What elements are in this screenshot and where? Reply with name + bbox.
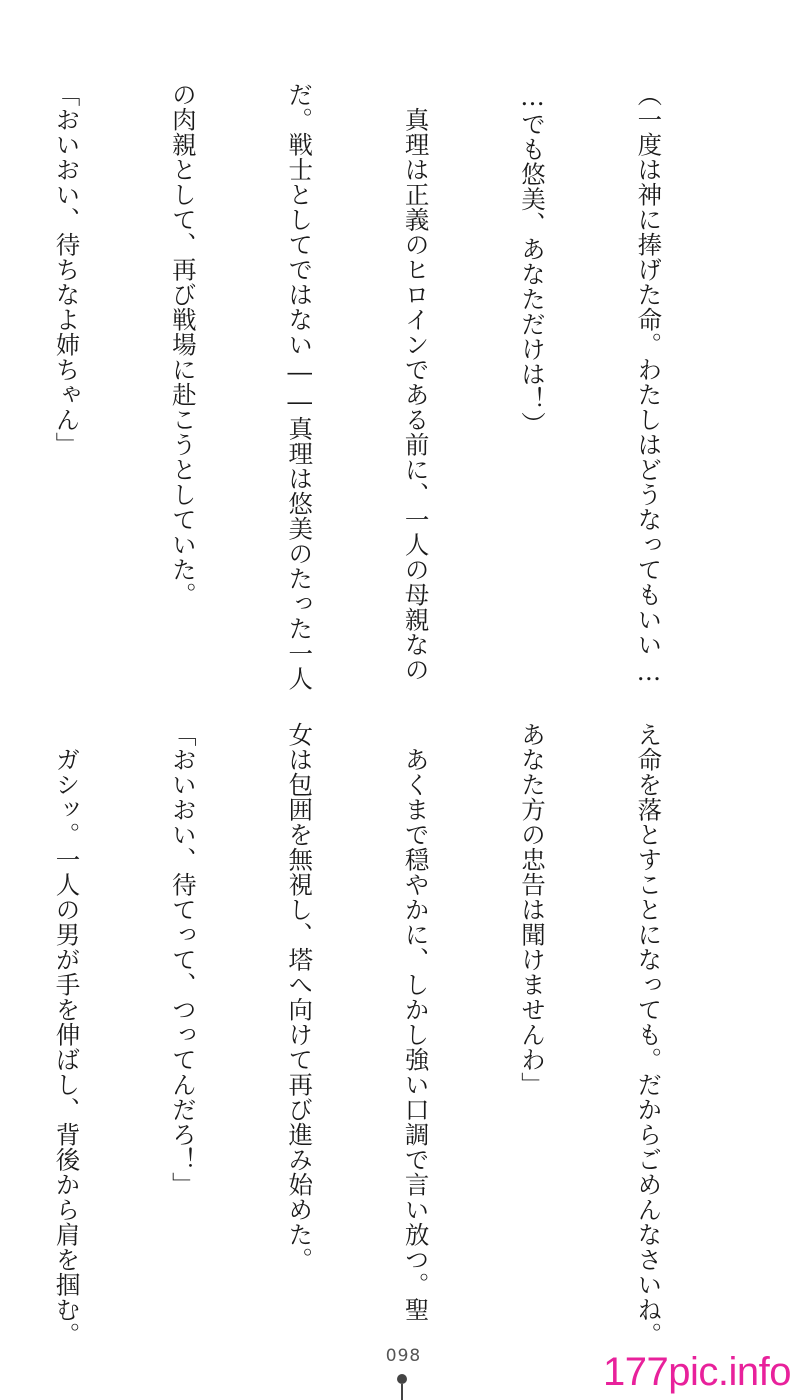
watermark-link[interactable]: 177pic.info [603, 1350, 791, 1394]
text-line: の肉親として、再び戦場に赴こうとしていた。 [168, 82, 198, 607]
text-block-top [0, 82, 745, 692]
text-line: 真理は正義のヒロインである前に、一人の母親なの [401, 82, 431, 682]
text-line: ガシッ。一人の男が手を伸ばし、背後から肩を掴む。 [52, 722, 82, 1347]
text-block-bottom [0, 722, 745, 1347]
page-number: 098 [385, 1346, 422, 1366]
text-line: え命を落とすことになっても。だからごめんなさいね。 [634, 722, 664, 1347]
text-line: 「おいおい、待てって、つってんだろ！」 [168, 722, 198, 1197]
text-line: …でも悠美、あなただけは！） [518, 82, 548, 437]
folio-dot-icon [397, 1374, 407, 1384]
text-line: 「おいおい、待ちなよ姉ちゃん」 [52, 82, 82, 457]
text-line: あくまで穏やかに、しかし強い口調で言い放つ。聖 [401, 722, 431, 1322]
text-line: 女は包囲を無視し、塔へ向けて再び進み始めた。 [285, 722, 315, 1272]
folio-stem-icon [401, 1384, 403, 1400]
text-line: （一度は神に捧げた命。わたしはどうなってもいい… [634, 82, 664, 687]
text-line: だ。戦士としてではない――真理は悠美のたった一人 [285, 82, 315, 691]
text-line: あなた方の忠告は聞けませんわ」 [518, 722, 548, 1097]
